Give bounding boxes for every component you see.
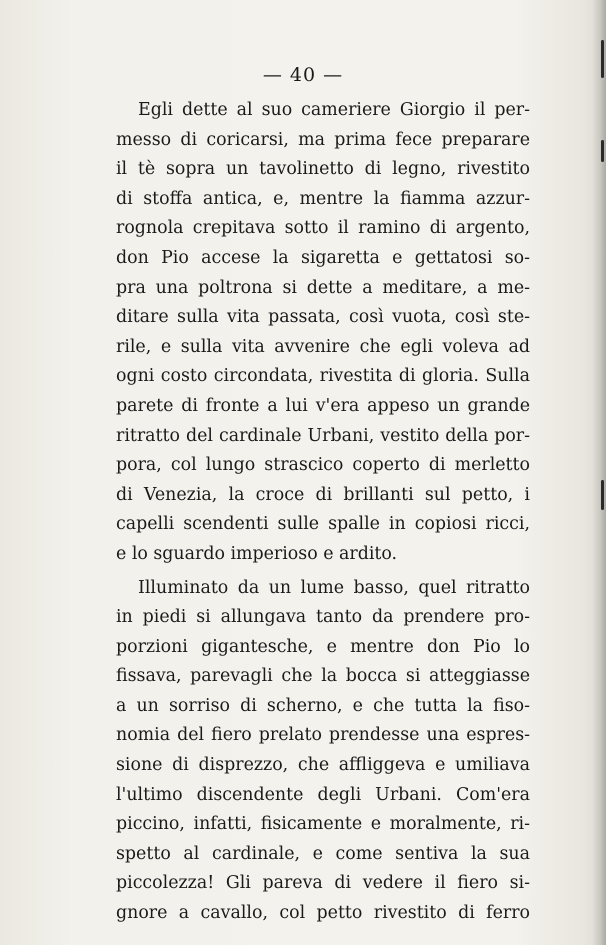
paragraph-2 [116,574,530,929]
text-line: piccino, infatti, fisicamente e moralmente, ri- [116,814,530,835]
text-line: e lo sguardo imperioso e ardito. [116,543,398,564]
text-line: ritratto del cardinale Urbani, vestito della por- [116,425,530,446]
text-line: Illuminato da un lume basso, quel ritratto [138,577,530,598]
text-line: l'ultimo discendente degli Urbani. Com'era [116,784,530,805]
text-line: a un sorriso di scherno, e che tutta la fiso- [116,695,530,716]
text-line: di Venezia, la croce di brillanti sul petto, i [116,484,530,505]
text-line: fissava, parevagli che la bocca si atteggiasse [116,666,530,687]
text-line: pora, col lungo strascico coperto di merletto [116,455,530,476]
page-number: — 40 — [262,64,344,86]
text-line: il tè sopra un tavolinetto di legno, rivestito [116,159,530,180]
text-line: parete di fronte a lui v'era appeso un grande [116,395,530,416]
paragraph-1 [116,96,530,570]
text-line: pra una poltrona si dette a meditare, a me- [116,277,530,298]
binding-mark [601,140,604,162]
text-line: porzioni gigantesche, e mentre don Pio lo [116,636,530,657]
text-line: in piedi si allungava tanto da prendere pro- [116,607,530,628]
text-line: ditare sulla vita passata, così vuota, così ste- [116,307,530,328]
text-line: ogni costo circondata, rivestita di gloria. Sulla [116,366,530,387]
text-line: sione di disprezzo, che affliggeva e umiliava [116,755,530,776]
text-line: capelli scendenti sulle spalle in copiosi ricci, [116,514,530,535]
text-line: spetto al cardinale, e come sentiva la sua [116,843,530,864]
text-line: rile, e sulla vita avvenire che egli voleva ad [116,336,530,357]
body-text [116,96,530,929]
text-line: Egli dette al suo cameriere Giorgio il per- [138,100,530,120]
text-line: nomia del fiero prelato prendesse una espres- [116,725,530,746]
text-line: piccolezza! Gli pareva di vedere il fiero si- [116,873,530,894]
text-line: don Pio accese la sigaretta e gettatosi so- [116,247,530,268]
text-line: rognola crepitava sotto il ramino di argento, [116,218,530,239]
binding-mark [601,480,604,510]
text-line: di stoffa antica, e, mentre la fiamma azzur- [116,188,530,209]
text-line: gnore a cavallo, col petto rivestito di ferro [116,903,530,924]
text-line: messo di coricarsi, ma prima fece preparare [116,129,530,150]
